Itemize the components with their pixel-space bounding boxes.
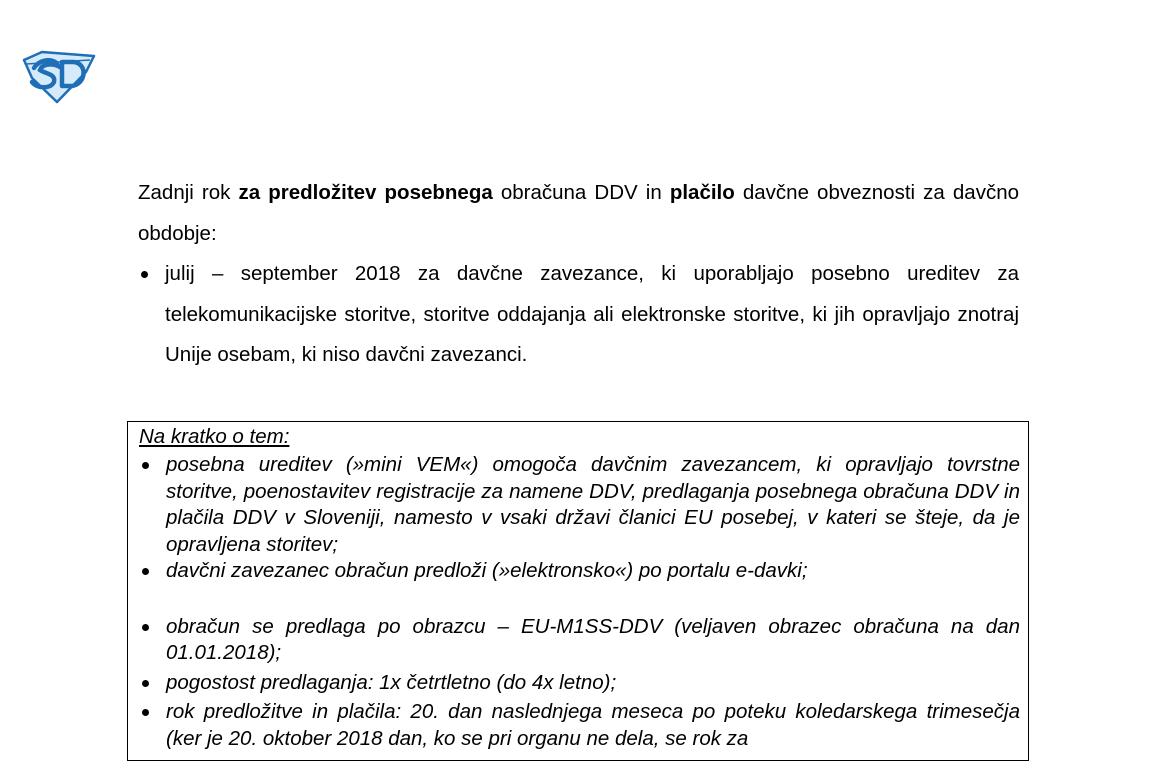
summary-box: [127, 421, 1029, 761]
intro-text-2: obračuna DDV in: [492, 181, 670, 204]
intro-text-1: Zadnji rok: [138, 181, 239, 204]
summary-item: rok predložitve in plačila: 20. dan naslednjega meseca po poteku koledarskega trimesečja (ker je 20. oktober 2018 dan, ko se pri organu ne dela, se rok za: [139, 699, 1020, 752]
summary-item: obračun se predlaga po obrazcu – EU-M1SS-DDV (veljaven obrazec obračuna na dan 01.01.2018);: [139, 614, 1020, 667]
period-item: julij – september 2018 za davčne zavezance, ki uporabljajo posebno ureditev za telekomunikacijske storitve, storitve oddajanja ali elektronske storitve, ki jih opravljajo znotraj Unije osebam, ki niso davčni zavezanci.: [138, 254, 1019, 376]
summary-box-title: Na kratko o tem:: [139, 425, 290, 448]
intro-paragraph: [138, 172, 1019, 254]
summary-item: davčni zavezanec obračun predloži (»elektronsko«) po portalu e-davki;: [139, 558, 1020, 585]
intro-bold-payment: plačilo: [669, 181, 735, 204]
intro-text-3: davčne obveznosti za davčno obdobje:: [138, 181, 1019, 245]
summary-item: pogostost predlaganja: 1x četrtletno (do 4x letno);: [139, 670, 1020, 697]
summary-item: posebna ureditev (»mini VEM«) omogoča davčnim zavezancem, ki opravljajo tovrstne storitve, poenostavitev registracije za namene DDV, predlaganja posebnega obračuna DDV in plačila DDV v Sloveniji, namesto v vsaki državi članici EU posebej, v kateri se šteje, da je opravljena storitev;: [139, 452, 1020, 558]
company-logo: [22, 48, 96, 104]
period-list: [138, 254, 1019, 376]
summary-list: [139, 452, 1020, 752]
intro-bold-submission: za predložitev posebnega: [238, 181, 493, 204]
